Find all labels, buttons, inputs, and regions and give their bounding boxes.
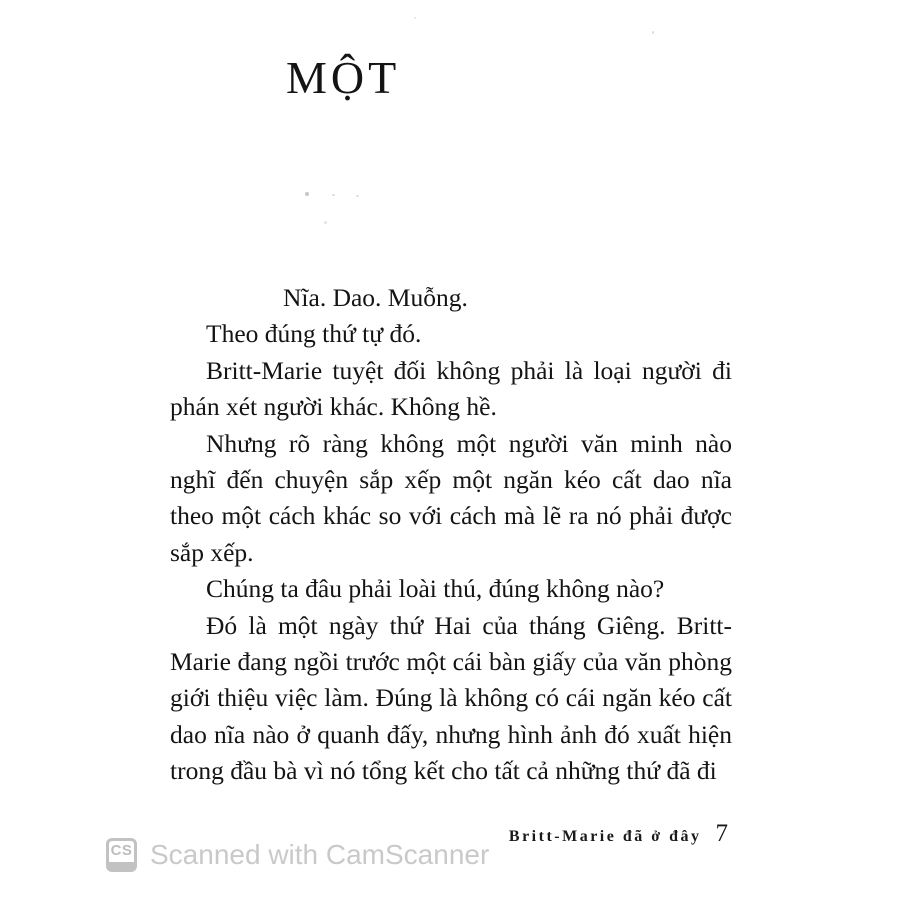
page-number: 7 [715, 820, 728, 847]
camscanner-badge-icon [106, 838, 137, 872]
scan-speckle [414, 17, 416, 19]
chapter-title: MỘT [286, 52, 401, 103]
paragraph: Nhưng rõ ràng không một người văn minh nào nghĩ đến chuyện sắp xếp một ngăn kéo cất dao nĩa theo một cách khác so với cách mà lẽ ra nó phải được sắp xếp. [170, 428, 732, 567]
scan-speckle [652, 31, 654, 34]
cs-badge-bar [108, 862, 135, 870]
camscanner-watermark [106, 838, 489, 872]
paragraph: Theo đúng thứ tự đó. [206, 319, 422, 349]
scan-speckle [356, 195, 359, 197]
paragraph: Đó là một ngày thứ Hai của tháng Giêng. Britt-Marie đang ngồi trước một cái bàn giấy của văn phòng giới thiệu việc làm. Đúng là không có cái ngăn kéo cất dao nĩa nào ở quanh đấy, nhưng hình ảnh đó xuất hiện trong đầu bà vì nó tổng kết cho tất cả những thứ đã đi [170, 610, 732, 786]
body-text [170, 280, 732, 790]
paragraph: Chúng ta đâu phải loài thú, đúng không nào? [206, 574, 665, 604]
paragraph: Britt-Marie tuyệt đối không phải là loại người đi phán xét người khác. Không hề. [170, 355, 732, 422]
page-footer [509, 820, 728, 848]
cs-badge-letters: CS [110, 842, 133, 859]
paragraph: Nĩa. Dao. Muỗng. [283, 283, 468, 312]
scan-speckle [305, 192, 309, 196]
scan-speckle [332, 194, 335, 196]
watermark-text: Scanned with CamScanner [150, 839, 490, 870]
scan-speckle [324, 221, 327, 224]
book-title: Britt-Marie đã ở đây [508, 828, 702, 845]
